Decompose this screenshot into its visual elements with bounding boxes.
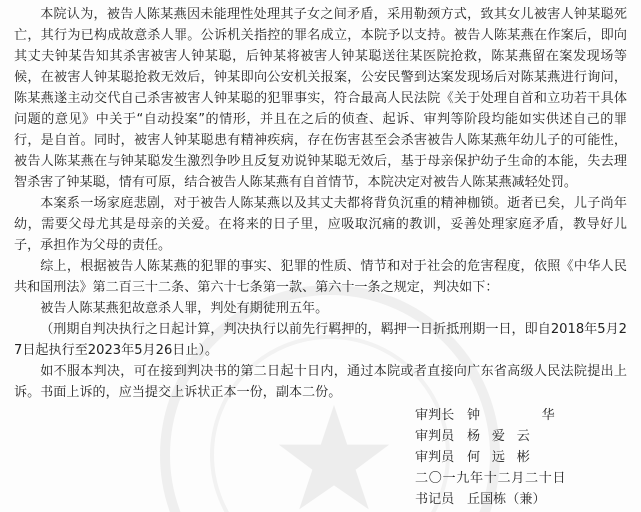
signature-block [415, 405, 615, 510]
verdict-paragraph: 被告人陈某燕犯故意杀人罪，判处有期徒刑五年。 [40, 301, 329, 316]
judgment-date: 二〇一九年十二月二十日 [415, 471, 567, 486]
sentence-term-paragraph: （刑期自判决执行之日起计算，判决执行以前先行羁押的，羁押一日折抵刑期一日，即自2018年5月27日起执行至2023年5月26日止）。 [14, 322, 628, 358]
clerk-name: 丘国栋（兼） [467, 492, 546, 507]
signature-role: 审判员 [415, 450, 455, 465]
legal-basis-paragraph: 综上，根据被告人陈某燕的犯罪的事实、犯罪的性质、情节和对于社会的危害程度，依照《中华人民共和国刑法》第二百三十二条、第六十七条第一款、第六十一条之规定，判决如下： [14, 259, 627, 295]
appeal-notice-paragraph: 如不服本判决，可在接到判决书的第二日起十日内，通过本院或者直接向广东省高级人民法院提出上诉。书面上诉的，应当提交上诉状正本一份，副本二份。 [14, 364, 627, 400]
signature-name: 钟 华 [467, 408, 567, 423]
clerk-role: 书记员 [415, 492, 455, 507]
signature-name: 杨爱云 [467, 429, 542, 444]
signature-role: 审判员 [415, 429, 455, 444]
emblem-star-icon [274, 399, 394, 512]
reasoning-paragraph: 本院认为，被告人陈某燕因未能理性处理其子女之间矛盾，采用勒颈方式，致其女儿被害人钟某聪死亡，其行为已构成故意杀人罪。公诉机关指控的罪名成立，本院予以支持。被告人陈某燕在作案后，即向其丈夫钟某告知其杀害被害人钟某聪，后钟某将被害人钟某聪送往某医院抢救，陈某燕留在案发现场等候，在被害人钟某聪抢救无效后，钟某即向公安机关报案，公安民警到达案发现场后对陈某燕进行询问，陈某燕遂主动交代自己杀害被害人钟某聪的犯罪事实，符合最高人民法院《关于处理自首和立功若干具体问题的意见》中关于“自动投案”的情形，并且在之后的侦查、起诉、审判等阶段均能如实供述自己的罪行，是自首。同时，被害人钟某聪患有精神疾病，存在伤害甚至会杀害被告人陈某燕年幼儿子的可能性，被告人陈某燕在与钟某聪发生激烈争吵且反复劝说钟某聪无效后，基于母亲保护幼子生命的本能，失去理智杀害了钟某聪，情有可原，结合被告人陈某燕有自首情节，本院决定对被告人陈某燕减轻处罚。 [14, 7, 627, 190]
signature-name: 何远彬 [467, 450, 542, 465]
signature-line-judge-1 [415, 426, 615, 447]
signature-role: 审判长 [415, 408, 455, 423]
judgment-date-line [415, 468, 615, 489]
signature-line-presiding-judge [415, 405, 615, 426]
family-tragedy-paragraph: 本案系一场家庭悲剧，对于被告人陈某燕以及其丈夫都将背负沉重的精神枷锁。逝者已矣，儿子尚年幼，需要父母尤其是母亲的关爱。在将来的日子里，应吸取沉痛的教训，妥善处理家庭矛盾，教导好儿子，承担作为父母的责任。 [14, 196, 627, 253]
signature-line-judge-2 [415, 447, 615, 468]
signature-line-clerk [415, 489, 615, 510]
judgment-body [14, 4, 627, 403]
